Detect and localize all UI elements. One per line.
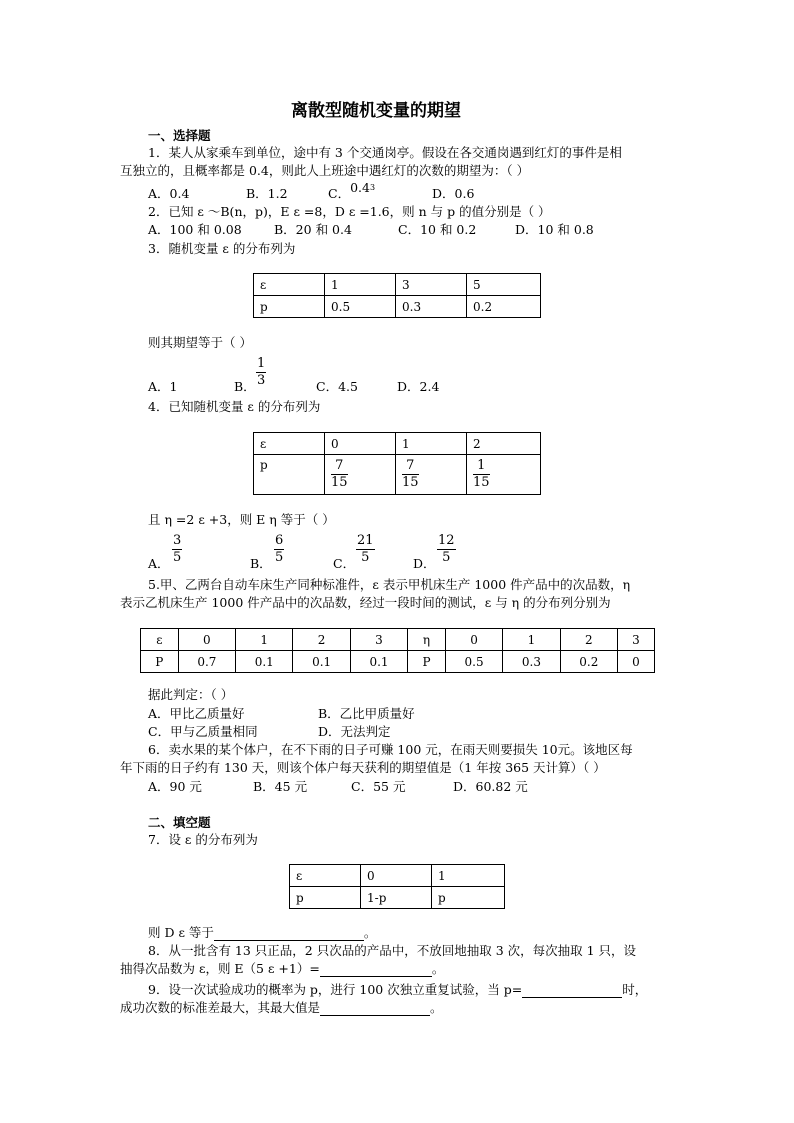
q3-distribution-table xyxy=(253,273,541,318)
table-cell: 0 xyxy=(445,629,502,651)
table-row xyxy=(254,433,541,455)
q3-option-c: C．4.5 xyxy=(316,379,358,394)
table-cell: 1-p xyxy=(361,887,432,909)
table-cell: 0 xyxy=(325,433,396,455)
q7-line1: 7．设 ε 的分布列为 xyxy=(148,832,258,847)
table-cell: 0.1 xyxy=(350,651,407,673)
q2-option-c: C．10 和 0.2 xyxy=(398,222,477,237)
page-title: 离散型随机变量的期望 xyxy=(291,101,461,121)
q4-line2: 且 η =2 ε +3，则 E η 等于（ ） xyxy=(148,512,335,527)
q4-option-b: B． xyxy=(250,556,272,571)
q2-option-d: D．10 和 0.8 xyxy=(515,222,594,237)
table-cell: 0.3 xyxy=(503,651,560,673)
table-row xyxy=(141,651,655,673)
table-row xyxy=(141,629,655,651)
fraction: $\frac{7}{15}$ xyxy=(331,458,348,490)
q3-line1: 3．随机变量 ε 的分布列为 xyxy=(148,241,296,256)
table-cell: 5 xyxy=(467,274,541,296)
table-cell: 0.3 xyxy=(396,296,467,318)
q3-option-d: D．2.4 xyxy=(397,379,440,394)
table-cell: 3 xyxy=(618,629,655,651)
q6-option-a: A．90 元 xyxy=(148,779,202,794)
q6-line2: 年下雨的日子约有 130 天，则该个体户每天获利的期望值是（1 年按 365 天计算）（ ） xyxy=(120,760,606,775)
table-cell xyxy=(467,455,541,495)
q7-distribution-table xyxy=(289,864,505,909)
q5-option-c: C．甲与乙质量相同 xyxy=(148,724,258,739)
table-cell: p xyxy=(254,455,325,495)
q4-option-a: A． xyxy=(148,556,170,571)
q5-line3: 据此判定：（ ） xyxy=(148,687,234,702)
q5-line1: 5.甲、乙两台自动车床生产同种标准件，ε 表示甲机床生产 1000 件产品中的次品数，η xyxy=(148,577,631,592)
table-cell: ε xyxy=(254,433,325,455)
table-cell: 2 xyxy=(467,433,541,455)
section-heading-fill: 二、填空题 xyxy=(148,815,211,830)
q2-option-b: B．20 和 0.4 xyxy=(274,222,352,237)
q9-p-answer-blank[interactable] xyxy=(522,984,622,998)
table-cell: 2 xyxy=(293,629,350,651)
table-row xyxy=(290,865,505,887)
q3-line2: 则其期望等于（ ） xyxy=(148,335,252,350)
table-cell xyxy=(396,455,467,495)
table-row xyxy=(254,274,541,296)
table-cell: 1 xyxy=(396,433,467,455)
table-cell: 1 xyxy=(432,865,505,887)
q7-answer-blank[interactable] xyxy=(214,927,364,941)
q9-max-answer-blank[interactable] xyxy=(320,1002,430,1016)
q8-line2: 抽得次品数为 ε，则 E（5 ε +1）= 。 xyxy=(120,961,445,976)
q6-option-c: C．55 元 xyxy=(351,779,406,794)
table-cell: η xyxy=(408,629,446,651)
table-cell: P xyxy=(141,651,179,673)
table-cell: P xyxy=(408,651,446,673)
q7-line2: 则 D ε 等于 。 xyxy=(148,925,377,940)
q6-option-d: D．60.82 元 xyxy=(453,779,528,794)
table-cell: ε xyxy=(254,274,325,296)
q5-option-b: B．乙比甲质量好 xyxy=(318,706,415,721)
table-row xyxy=(254,296,541,318)
table-cell: 0 xyxy=(178,629,235,651)
table-row xyxy=(290,887,505,909)
q1-line2: 互独立的，且概率都是 0.4，则此人上班途中遇红灯的次数的期望为：（ ） xyxy=(120,163,530,178)
q4-distribution-table xyxy=(253,432,541,495)
table-cell: 0.2 xyxy=(560,651,617,673)
q4-option-c: C． xyxy=(333,556,356,571)
table-cell: 0.5 xyxy=(445,651,502,673)
table-cell: 0.2 xyxy=(467,296,541,318)
table-cell: 0.5 xyxy=(325,296,396,318)
q3-option-b-fraction: $\frac{1}{3}$ xyxy=(257,356,266,388)
q4-option-d-fraction: $\frac{12}{5}$ xyxy=(438,533,455,565)
q1-option-c: C．$0.4^3$ xyxy=(328,180,376,201)
q9-line1: 9．设一次试验成功的概率为 p，进行 100 次独立重复试验，当 p= 时， xyxy=(148,982,648,997)
q1-line1: 1．某人从家乘车到单位，途中有 3 个交通岗亭。假设在各交通岗遇到红灯的事件是相 xyxy=(148,145,622,160)
table-cell: 2 xyxy=(560,629,617,651)
q9-line2: 成功次数的标准差最大，其最大值是 。 xyxy=(120,1000,443,1015)
table-row xyxy=(254,455,541,495)
q1-option-d: D．0.6 xyxy=(432,186,475,201)
q4-option-d: D． xyxy=(413,556,436,571)
table-cell: 0.7 xyxy=(178,651,235,673)
fraction: $\frac{1}{15}$ xyxy=(473,458,490,490)
q2-line1: 2．已知 ε ～B(n，p)，E ε =8，D ε =1.6，则 n 与 p 的值分别是（ ） xyxy=(148,204,551,219)
fraction: $\frac{7}{15}$ xyxy=(402,458,419,490)
q4-line1: 4．已知随机变量 ε 的分布列为 xyxy=(148,399,321,414)
table-cell: 0 xyxy=(618,651,655,673)
table-cell: p xyxy=(290,887,361,909)
q8-line1: 8．从一批含有 13 只正品，2 只次品的产品中，不放回地抽取 3 次，每次抽取 1 只，设 xyxy=(148,943,637,958)
q1-option-b: B．1.2 xyxy=(246,186,288,201)
q3-option-b: B． xyxy=(234,379,256,394)
q6-option-b: B．45 元 xyxy=(253,779,308,794)
section-heading-choice: 一、选择题 xyxy=(148,128,211,143)
q4-option-c-fraction: $\frac{21}{5}$ xyxy=(357,533,374,565)
table-cell: p xyxy=(254,296,325,318)
q4-option-b-fraction: $\frac{6}{5}$ xyxy=(275,533,284,565)
table-cell: 0.1 xyxy=(236,651,293,673)
q4-option-a-fraction: $\frac{3}{5}$ xyxy=(173,533,182,565)
table-cell: 0.1 xyxy=(293,651,350,673)
table-cell: p xyxy=(432,887,505,909)
table-cell: 3 xyxy=(350,629,407,651)
table-cell: ε xyxy=(141,629,179,651)
q3-option-a: A．1 xyxy=(148,379,178,394)
table-cell: 3 xyxy=(396,274,467,296)
q6-line1: 6．卖水果的某个体户，在不下雨的日子可赚 100 元，在雨天则要损失 10元。该地区每 xyxy=(148,742,633,757)
q1-option-a: A．0.4 xyxy=(148,186,190,201)
q5-option-d: D．无法判定 xyxy=(318,724,391,739)
q5-distribution-table xyxy=(140,628,655,673)
q5-line2: 表示乙机床生产 1000 件产品中的次品数，经过一段时间的测试，ε 与 η 的分布列分别为 xyxy=(120,595,611,610)
table-cell: 0 xyxy=(361,865,432,887)
q5-option-a: A．甲比乙质量好 xyxy=(148,706,245,721)
table-cell xyxy=(325,455,396,495)
table-cell: 1 xyxy=(503,629,560,651)
table-cell: 1 xyxy=(325,274,396,296)
table-cell: 1 xyxy=(236,629,293,651)
q2-option-a: A．100 和 0.08 xyxy=(148,222,242,237)
table-cell: ε xyxy=(290,865,361,887)
q8-answer-blank[interactable] xyxy=(320,963,432,977)
